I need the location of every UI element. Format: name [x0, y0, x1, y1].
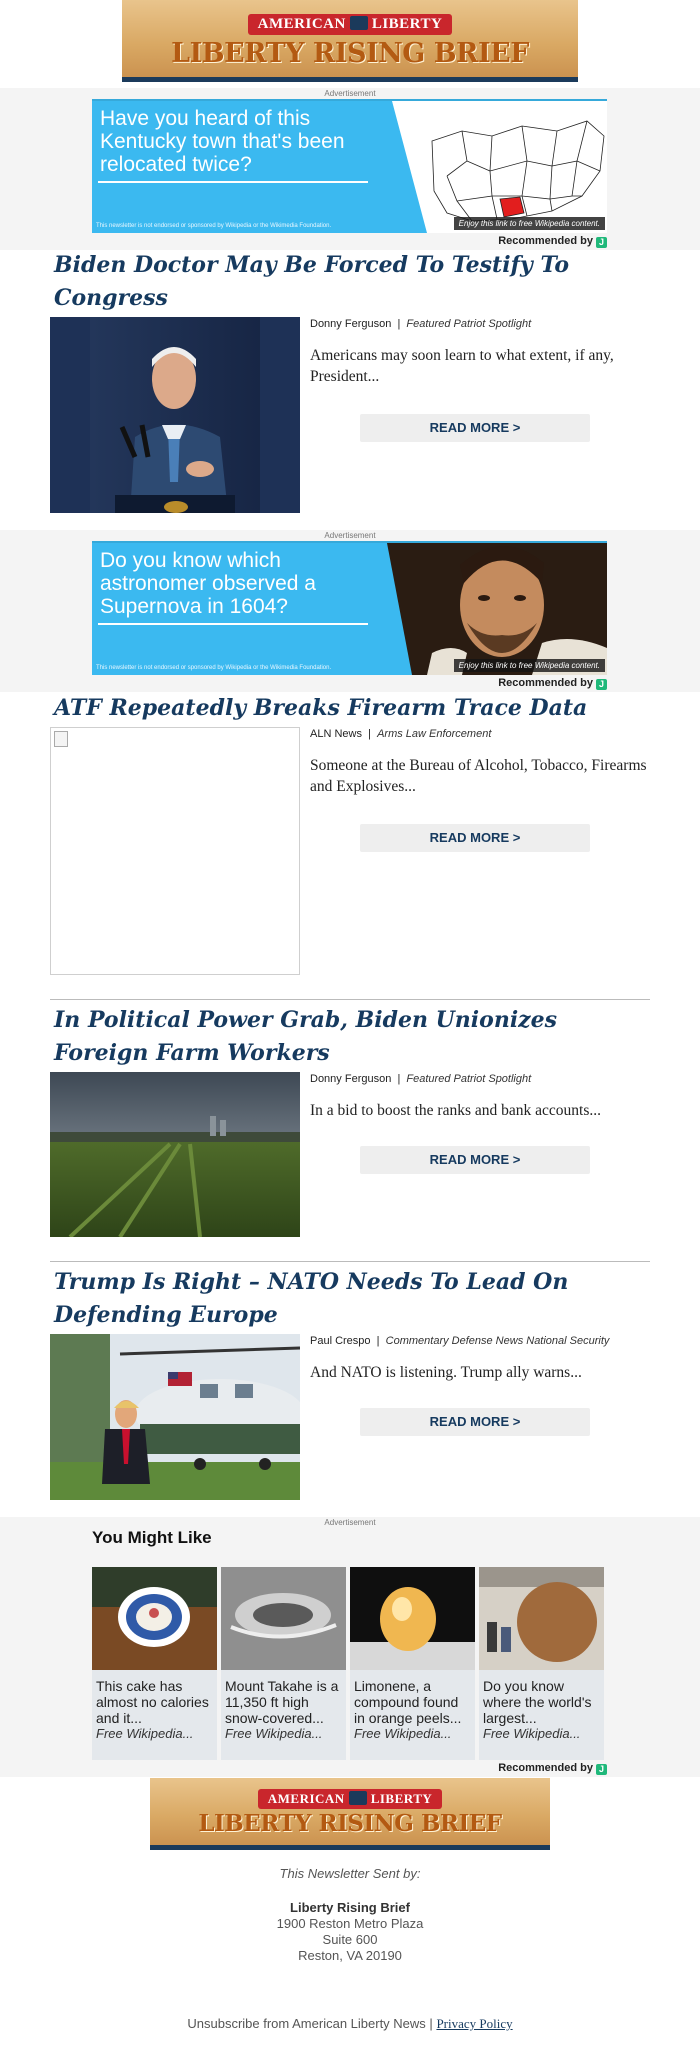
logo-word-american: AMERICAN [257, 16, 346, 32]
ad-astronomer[interactable] [92, 541, 607, 675]
article-4-headline[interactable]: Trump Is Right – NATO Needs To Lead On Defending Europe [54, 1269, 569, 1328]
article-1-author[interactable]: Donny Ferguson [310, 318, 392, 330]
broken-image-icon [54, 731, 68, 747]
privacy-policy-link[interactable]: Privacy Policy [436, 2016, 513, 2031]
sent-by-label: This Newsletter Sent by: [279, 1866, 421, 1881]
card-2-text: Mount Takahe is a 11,350 ft high snow-covered... [225, 1678, 339, 1726]
ad-band-1 [0, 88, 700, 250]
footer-address-2: Suite 600 [322, 1932, 378, 1947]
logo-word-american: AMERICAN [267, 1791, 345, 1806]
article-2-image-broken[interactable] [50, 727, 300, 975]
newsletter-header-banner[interactable] [122, 0, 578, 82]
article-2-byline: ALN News | Arms Law Enforcement [310, 728, 492, 740]
footer-link-separator: | [429, 2016, 433, 2031]
unsubscribe-link[interactable]: Unsubscribe from American Liberty News [187, 2016, 426, 2031]
article-1-headline[interactable]: Biden Doctor May Be Forced To Testify To Congress [54, 252, 569, 311]
header-logo-title: LIBERTY RISING BRIEF [171, 38, 529, 69]
article-2-teaser: Someone at the Bureau of Alcohol, Tobacco, Firearms and Explosives... [310, 757, 647, 795]
article-1-byline: Donny Ferguson | Featured Patriot Spotlight [310, 318, 532, 330]
jeeng-logo-icon: J [596, 1764, 607, 1775]
eagle-icon [349, 1791, 367, 1805]
article-1-image[interactable] [50, 317, 300, 513]
footer-logo-badge [150, 1789, 550, 1809]
article-3-image[interactable] [50, 1072, 300, 1237]
eagle-icon [350, 16, 368, 30]
article-4-teaser: And NATO is listening. Trump ally warns... [310, 1364, 582, 1381]
footer-banner[interactable] [150, 1778, 550, 1850]
recommended-card-4[interactable] [479, 1567, 604, 1760]
article-4-read-more-button[interactable]: READ MORE > [360, 1408, 590, 1436]
cake-photo [92, 1567, 217, 1670]
logo-word-liberty: LIBERTY [371, 16, 443, 32]
article-1-read-more-button[interactable]: READ MORE > [360, 414, 590, 442]
article-1-teaser: Americans may soon learn to what extent, if any, President... [310, 347, 614, 385]
recommended-by-label: Recommended by [498, 235, 593, 247]
ad-label: Advertisement [324, 531, 376, 540]
recommended-by-label: Recommended by [498, 677, 593, 689]
recommended-card-3[interactable] [350, 1567, 475, 1760]
article-2-headline[interactable]: ATF Repeatedly Breaks Firearm Trace Data [54, 695, 588, 721]
jeeng-logo-icon: J [596, 679, 607, 690]
article-3-read-more-button[interactable]: READ MORE > [360, 1146, 590, 1174]
kentucky-map-image [372, 101, 607, 233]
limonene-photo [350, 1567, 475, 1670]
card-2-source: Free Wikipedia... [225, 1726, 323, 1741]
mount-takahe-photo [221, 1567, 346, 1670]
ad-divider [98, 623, 368, 625]
card-3-source: Free Wikipedia... [354, 1726, 452, 1741]
large-ball-photo [479, 1567, 604, 1670]
article-3-teaser: In a bid to boost the ranks and bank accounts... [310, 1102, 601, 1119]
ad-label: Advertisement [324, 1518, 376, 1527]
card-4-text: Do you know where the world's largest... [483, 1678, 592, 1726]
footer-org-name: Liberty Rising Brief [290, 1900, 410, 1915]
recommended-by[interactable] [92, 1762, 607, 1775]
article-2-category[interactable]: Arms Law Enforcement [377, 728, 492, 740]
footer-links [0, 2016, 700, 2032]
kepler-portrait-image [372, 543, 607, 675]
ad-question: Do you know which astronomer observed a Supernova in 1604? [100, 549, 316, 618]
ad-divider [98, 181, 368, 183]
recommended-by[interactable] [92, 677, 607, 690]
article-4-category[interactable]: Commentary Defense News National Security [385, 1335, 610, 1347]
article-divider [50, 1261, 650, 1262]
recommended-card-1[interactable] [92, 1567, 217, 1760]
ad-enjoy-caption: Enjoy this link to free Wikipedia content. [454, 659, 605, 672]
article-3-byline: Donny Ferguson | Featured Patriot Spotlight [310, 1073, 532, 1085]
ad-label: Advertisement [324, 89, 376, 98]
card-3-text: Limonene, a compound found in orange peels... [354, 1678, 462, 1726]
ad-enjoy-caption: Enjoy this link to free Wikipedia content. [454, 217, 605, 230]
footer-address-3: Reston, VA 20190 [298, 1948, 402, 1963]
article-3-category[interactable]: Featured Patriot Spotlight [406, 1073, 532, 1085]
header-banner-bar [122, 77, 578, 82]
article-divider [50, 999, 650, 1000]
article-4-byline: Paul Crespo | Commentary Defense News National Security [310, 1335, 610, 1347]
ad-question: Have you heard of this Kentucky town that's been relocated twice? [100, 107, 345, 176]
you-might-like-band [0, 1517, 700, 1777]
article-1-category[interactable]: Featured Patriot Spotlight [406, 318, 532, 330]
ad-disclaimer: This newsletter is not endorsed or sponsored by Wikipedia or the Wikimedia Foundation. [96, 223, 332, 229]
recommended-card-2[interactable] [221, 1567, 346, 1760]
article-4-author[interactable]: Paul Crespo [310, 1335, 371, 1347]
ad-disclaimer: This newsletter is not endorsed or sponsored by Wikipedia or the Wikimedia Foundation. [96, 665, 332, 671]
farm-field-photo [50, 1072, 300, 1237]
biden-photo [50, 317, 300, 513]
article-3-headline[interactable]: In Political Power Grab, Biden Unionizes Foreign Farm Workers [54, 1007, 558, 1066]
article-2-read-more-button[interactable]: READ MORE > [360, 824, 590, 852]
trump-helicopter-photo [50, 1334, 300, 1500]
you-might-like-title: You Might Like [92, 1528, 212, 1547]
article-4-image[interactable] [50, 1334, 300, 1500]
card-1-source: Free Wikipedia... [96, 1726, 194, 1741]
footer-address-1: 1900 Reston Metro Plaza [276, 1916, 424, 1931]
article-3-author[interactable]: Donny Ferguson [310, 1073, 392, 1085]
logo-word-liberty: LIBERTY [370, 1791, 433, 1806]
footer-logo-title: LIBERTY RISING BRIEF [198, 1810, 502, 1837]
ad-kentucky-town[interactable] [92, 99, 607, 233]
jeeng-logo-icon: J [596, 237, 607, 248]
ad-band-2 [0, 530, 700, 692]
header-logo-badge [122, 14, 578, 35]
footer-banner-bar [150, 1845, 550, 1850]
article-2-author[interactable]: ALN News [310, 728, 362, 740]
recommended-by[interactable] [92, 235, 607, 248]
recommended-by-label: Recommended by [498, 1762, 593, 1774]
card-1-text: This cake has almost no calories and it... [96, 1678, 209, 1726]
card-4-source: Free Wikipedia... [483, 1726, 581, 1741]
